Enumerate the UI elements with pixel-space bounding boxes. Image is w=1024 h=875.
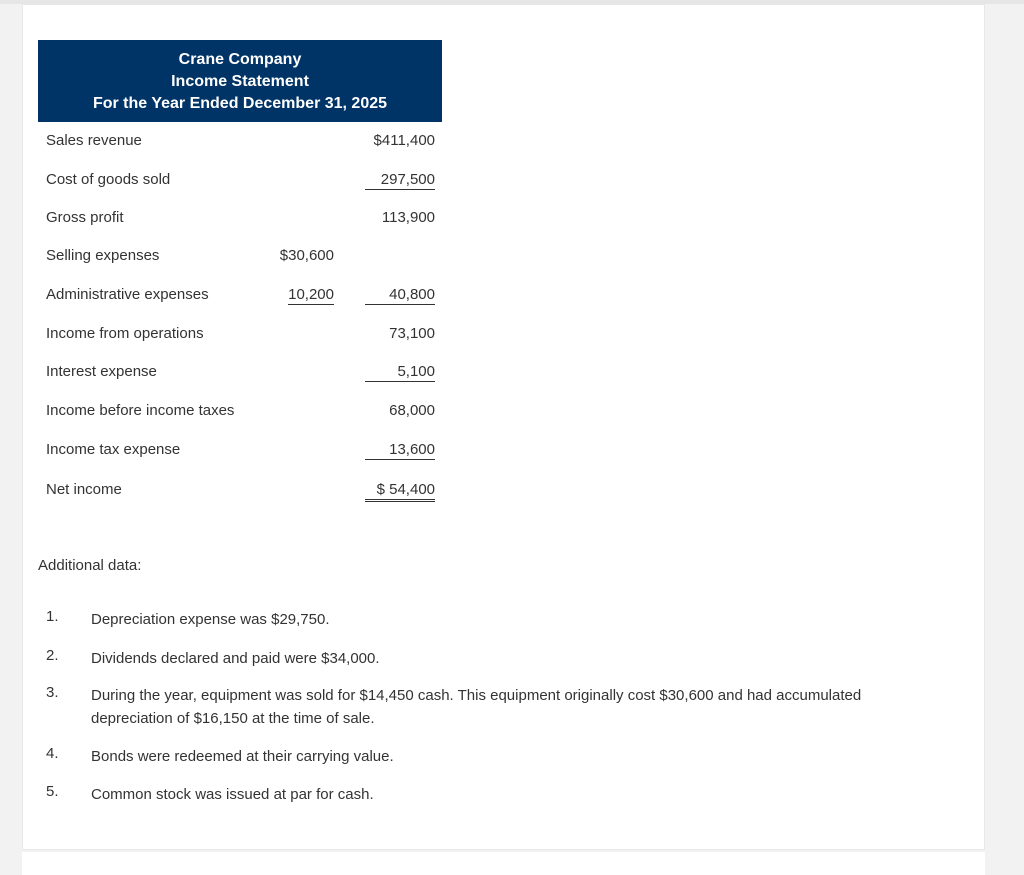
row-label: Net income bbox=[46, 481, 122, 498]
list-item-text: During the year, equipment was sold for $14,450 cash. This equipment originally cost $30,600 and had accumulated depreciation of $16,150 at the time of sale. bbox=[91, 687, 862, 727]
row-total: 73,100 bbox=[389, 325, 435, 342]
row-income-tax-expense bbox=[38, 438, 442, 462]
list-item-text: Bonds were redeemed at their carrying value. bbox=[91, 748, 394, 765]
row-interest-expense bbox=[38, 360, 442, 384]
list-item-number: 2. bbox=[46, 647, 59, 664]
row-subtotal: $30,600 bbox=[279, 247, 334, 264]
row-income-before-taxes bbox=[38, 399, 442, 423]
company-name: Crane Company bbox=[178, 51, 302, 68]
list-item-text: Depreciation expense was $29,750. bbox=[91, 611, 330, 628]
row-label: Sales revenue bbox=[46, 132, 142, 149]
bottom-strip bbox=[22, 852, 985, 875]
row-total: 40,800 bbox=[365, 286, 435, 305]
row-label: Cost of goods sold bbox=[46, 171, 171, 188]
row-total: 297,500 bbox=[365, 171, 435, 190]
row-subtotal: 10,200 bbox=[288, 286, 334, 303]
row-gross-profit bbox=[38, 206, 442, 230]
list-item-text: Common stock was issued at par for cash. bbox=[91, 786, 374, 803]
list-item-text: Dividends declared and paid were $34,000. bbox=[91, 650, 380, 667]
row-selling-expenses bbox=[38, 244, 442, 268]
row-label: Income from operations bbox=[46, 325, 204, 342]
list-item-number: 4. bbox=[46, 745, 59, 762]
additional-data-title: Additional data: bbox=[38, 557, 142, 574]
row-label: Income before income taxes bbox=[46, 402, 235, 419]
statement-period: For the Year Ended December 31, 2025 bbox=[92, 95, 388, 112]
row-cost-of-goods-sold bbox=[38, 168, 442, 192]
row-total: 68,000 bbox=[389, 402, 435, 419]
row-total: 5,100 bbox=[365, 363, 435, 382]
row-net-income bbox=[38, 478, 442, 502]
row-total: $ 54,400 bbox=[365, 481, 435, 502]
row-income-from-operations bbox=[38, 322, 442, 346]
row-total: 113,900 bbox=[381, 209, 435, 226]
row-label: Administrative expenses bbox=[46, 286, 209, 303]
row-sales-revenue bbox=[38, 129, 442, 153]
row-label: Income tax expense bbox=[46, 441, 181, 458]
row-label: Selling expenses bbox=[46, 247, 160, 264]
statement-title: Income Statement bbox=[171, 73, 309, 90]
list-item-number: 3. bbox=[46, 684, 59, 701]
row-label: Interest expense bbox=[46, 363, 157, 380]
list-item-number: 5. bbox=[46, 783, 59, 800]
row-administrative-expenses bbox=[38, 283, 442, 307]
list-item-number: 1. bbox=[46, 608, 59, 625]
row-total: 13,600 bbox=[365, 441, 435, 460]
statement-header bbox=[38, 40, 442, 122]
row-label: Gross profit bbox=[46, 209, 124, 226]
row-total: $411,400 bbox=[373, 132, 435, 149]
